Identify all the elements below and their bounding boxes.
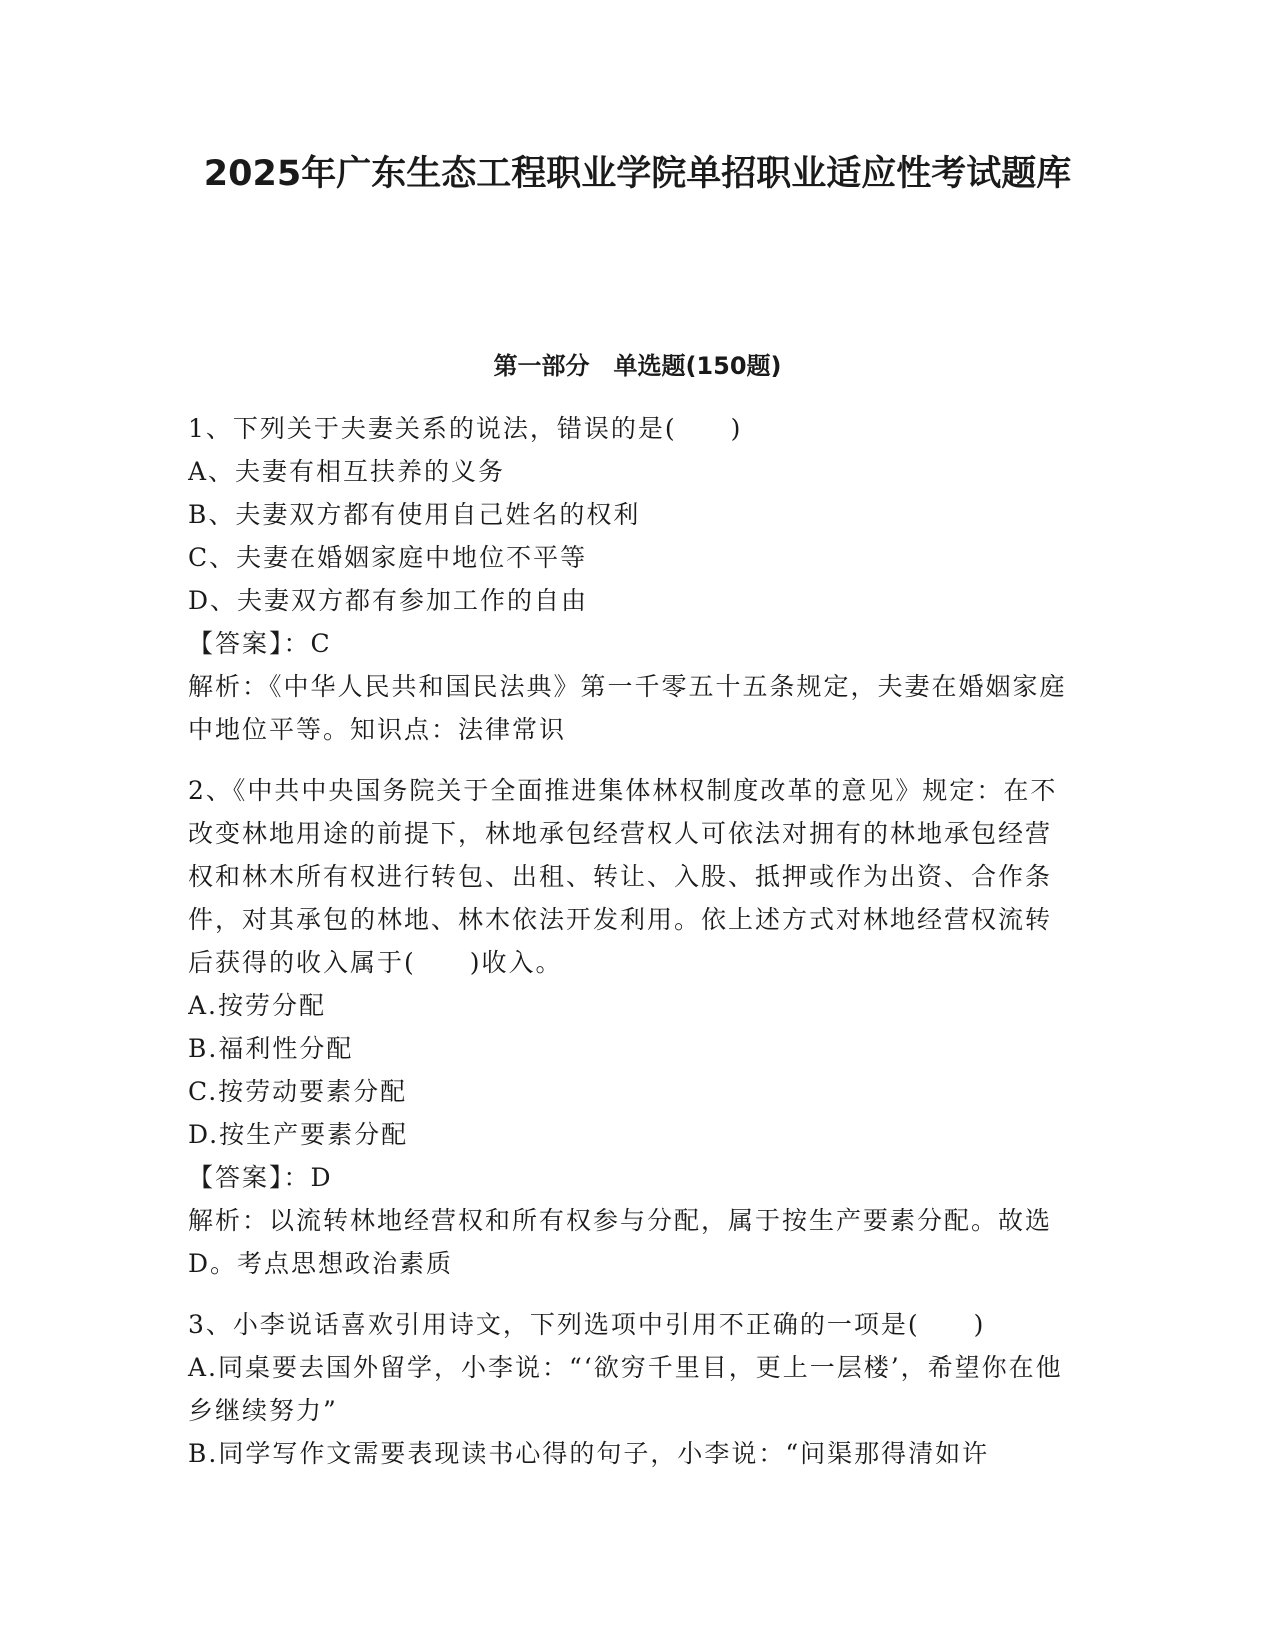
option-a: A.同桌要去国外留学，小李说：“‘欲穷千里目，更上一层楼’，希望你在他乡继续努力” xyxy=(188,1353,1063,1425)
answer: 【答案】：D xyxy=(188,1163,333,1192)
question-stem: 3、小李说话喜欢引用诗文，下列选项中引用不正确的一项是( ) xyxy=(188,1310,986,1339)
section-title: 第一部分 单选题(150题) xyxy=(493,352,782,380)
answer: 【答案】：C xyxy=(188,629,332,658)
analysis: 解析：以流转林地经营权和所有权参与分配，属于按生产要素分配。故选D。考点思想政治素质 xyxy=(188,1206,1053,1278)
option-c: C、夫妻在婚姻家庭中地位不平等 xyxy=(188,543,588,572)
question-stem: 2、《中共中央国务院关于全面推进集体林权制度改革的意见》规定：在不改变林地用途的前提下，林地承包经营权人可依法对拥有的林地承包经营权和林木所有权进行转包、出租、转让、入股、抵押或作为出资、合作条件，对其承包的林地、林木依法开发利用。依上述方式对林地经营权流转后获得的收入属于( )收入。 xyxy=(188,776,1058,977)
option-b: B、夫妻双方都有使用自己姓名的权利 xyxy=(188,500,641,529)
option-d: D、夫妻双方都有参加工作的自由 xyxy=(188,586,589,615)
question-list xyxy=(188,407,1068,1493)
option-a: A.按劳分配 xyxy=(188,991,327,1020)
question-2 xyxy=(188,769,1068,1285)
option-a: A、夫妻有相互扶养的义务 xyxy=(188,457,506,486)
question-3 xyxy=(188,1303,1068,1475)
question-1 xyxy=(188,407,1068,751)
option-b: B.同学写作文需要表现读书心得的句子，小李说：“问渠那得清如许 xyxy=(188,1439,990,1468)
option-b: B.福利性分配 xyxy=(188,1034,354,1063)
option-d: D.按生产要素分配 xyxy=(188,1120,409,1149)
option-c: C.按劳动要素分配 xyxy=(188,1077,408,1106)
analysis: 解析：《中华人民共和国民法典》第一千零五十五条规定，夫妻在婚姻家庭中地位平等。知识点：法律常识 xyxy=(188,672,1067,744)
question-stem: 1、下列关于夫妻关系的说法，错误的是( ) xyxy=(188,414,743,443)
document-title: 2025年广东生态工程职业学院单招职业适应性考试题库 xyxy=(203,154,1072,194)
